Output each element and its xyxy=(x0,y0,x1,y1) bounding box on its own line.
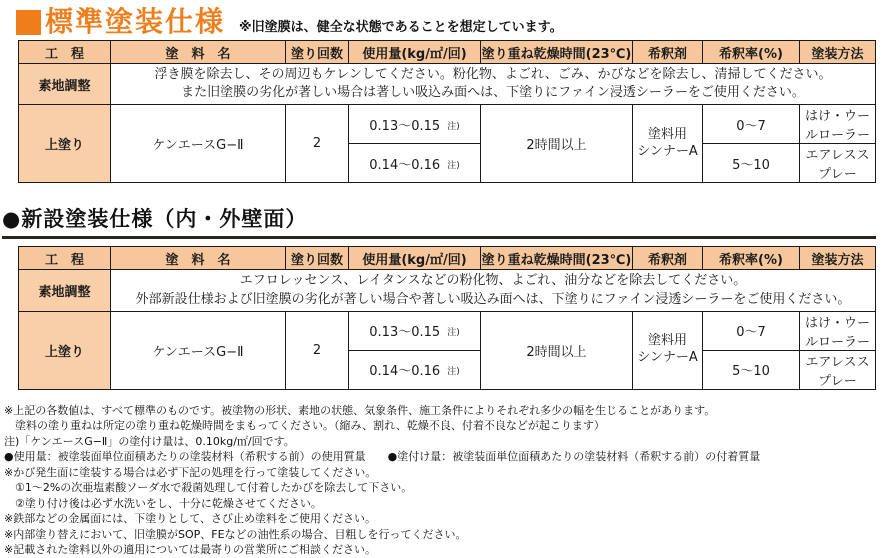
usage-note-1: 注) xyxy=(447,328,460,339)
cell-method-1: はけ・ウールローラー xyxy=(800,105,876,144)
usage-value-1: 0.13〜0.15 xyxy=(369,325,441,341)
prep-line2: 外部新設仕様および旧塗膜の劣化が著しい場合や著しい吸込み面へは、下塗りにファイン浸透シーラーをご使用ください。 xyxy=(135,291,851,307)
cell-usage-2 xyxy=(349,144,481,183)
prep-line2: また旧塗膜の劣化が著しい場合は著しい吸込み面へは、下塗りにファイン浸透シーラーをご使用ください。 xyxy=(181,85,805,101)
header-cell-paint-name: 塗 料 名 xyxy=(111,247,286,270)
header-cell-coats: 塗り回数 xyxy=(286,247,349,270)
prep-instructions xyxy=(111,64,876,105)
header-cell-diluent: 希釈剤 xyxy=(633,247,703,270)
cell-paint-name: ケンエースG−Ⅱ xyxy=(111,311,286,389)
orange-square-icon xyxy=(16,10,41,35)
header-cell-dry-time: 塗り重ね乾燥時間(23℃) xyxy=(481,247,633,270)
footnote-line: ②塗り付け後は必ず水洗いをし、十分に乾燥させてください。 xyxy=(15,496,322,510)
prep-line1: エフロレッセンス、レイタンスなどの粉化物、よごれ、油分などを除去してください。 xyxy=(239,273,747,289)
cell-usage-1 xyxy=(349,311,481,350)
footnote-line: ※内部塗り替えにおいて、旧塗膜がSOP、FEなどの油性系の場合、目粗しを行ってください。 xyxy=(4,527,467,541)
table-header-row xyxy=(19,41,876,64)
header-cell-dry-time: 塗り重ね乾燥時間(23℃) xyxy=(481,41,633,64)
cell-dry-time: 2時間以上 xyxy=(481,311,633,389)
header-cell-process: 工 程 xyxy=(19,247,111,270)
header-cell-usage: 使用量(kg/㎡/回) xyxy=(349,247,481,270)
section2-header xyxy=(2,203,893,233)
footnote-line: ※かび発生面に塗装する場合は必ず下記の処理を行って塗装してください。 xyxy=(4,465,377,479)
cell-rate-2: 5〜10 xyxy=(703,350,800,389)
section2-title: ●新設塗装仕様（内・外壁面） xyxy=(2,207,308,232)
prep-label: 素地調整 xyxy=(19,270,111,311)
cell-diluent xyxy=(633,311,703,389)
cell-method-1: はけ・ウールローラー xyxy=(800,311,876,350)
prep-row xyxy=(19,270,876,311)
section1-note: ※旧塗膜は、健全な状態であることを想定しています。 xyxy=(239,19,563,35)
header-cell-method: 塗装方法 xyxy=(800,41,876,64)
diluent-line1: 塗料用 xyxy=(647,333,687,349)
usage-value-2: 0.14〜0.16 xyxy=(369,157,441,173)
footnote-line: ①1〜2%の次亜塩素酸ソーダ水で殺菌処理して付着したかびを除去して下さい。 xyxy=(15,481,413,495)
topcoat-row xyxy=(19,311,876,350)
cell-rate-1: 0〜7 xyxy=(703,105,800,144)
prep-label: 素地調整 xyxy=(19,64,111,105)
cell-usage-2 xyxy=(349,350,481,389)
prep-row xyxy=(19,64,876,105)
prep-instructions xyxy=(111,270,876,311)
footnote-line: ※上記の各数値は、すべて標準のものです。被塗物の形状、素地の状態、気象条件、施工条件によりそれぞれ多少の幅を生じることがあります。 xyxy=(4,403,716,417)
cell-usage-1 xyxy=(349,105,481,144)
footnote-line: 注)「ケンエースG−Ⅱ」の塗付け量は、0.10kg/㎡/回です。 xyxy=(4,434,295,448)
diluent-line2: シンナーA xyxy=(637,143,698,159)
section1-header xyxy=(0,0,893,40)
diluent-line1: 塗料用 xyxy=(647,126,687,142)
section2-divider xyxy=(2,236,876,239)
header-cell-diluent: 希釈剤 xyxy=(633,41,703,64)
new-construction-spec-table xyxy=(18,246,876,389)
header-cell-paint-name: 塗 料 名 xyxy=(111,41,286,64)
header-cell-dilution-rate: 希釈率(%) xyxy=(703,41,800,64)
topcoat-label: 上塗り xyxy=(19,311,111,389)
cell-coats: 2 xyxy=(286,105,349,183)
usage-value-2: 0.14〜0.16 xyxy=(369,364,441,380)
header-cell-method: 塗装方法 xyxy=(800,247,876,270)
footnote-line: ●使用量：被塗装面単位面積あたりの塗装材料（希釈する前）の使用質量 ●塗付け量：被塗装面単位面積あたりの塗装材料（希釈する前）の付着質量 xyxy=(4,450,761,464)
header-cell-dilution-rate: 希釈率(%) xyxy=(703,247,800,270)
standard-spec-table xyxy=(18,40,876,183)
table-header-row xyxy=(19,247,876,270)
cell-dry-time: 2時間以上 xyxy=(481,105,633,183)
usage-note-2: 注) xyxy=(447,160,460,171)
cell-method-2: エアレススプレー xyxy=(800,350,876,389)
section1-title: 標準塗装仕様 xyxy=(45,5,226,38)
footnote-line: 塗料の塗り重ねは所定の塗り重ね乾燥時間をまもってください。（縮み、割れ、乾燥不良、付着不良などが起こります） xyxy=(15,419,605,433)
topcoat-label: 上塗り xyxy=(19,105,111,183)
prep-line1: 浮き膜を除去し、その周辺もケレンしてください。粉化物、よごれ、ごみ、かびなどを除去し、清掃してください。 xyxy=(154,67,832,82)
footnote-line: ※鉄部などの金属面には、下塗りとして、さび止め塗料をご使用ください。 xyxy=(4,512,376,526)
cell-paint-name: ケンエースG−Ⅱ xyxy=(111,105,286,183)
diluent-line2: シンナーA xyxy=(637,350,698,366)
usage-value-1: 0.13〜0.15 xyxy=(369,118,441,134)
cell-method-2: エアレススプレー xyxy=(800,144,876,183)
usage-note-2: 注) xyxy=(447,367,460,378)
cell-rate-1: 0〜7 xyxy=(703,311,800,350)
usage-note-1: 注) xyxy=(447,121,460,132)
header-cell-usage: 使用量(kg/㎡/回) xyxy=(349,41,481,64)
header-cell-process: 工 程 xyxy=(19,41,111,64)
cell-diluent xyxy=(633,105,703,183)
footnote-line: ※記載された塗料以外の適用については最寄りの営業所にご相談ください。 xyxy=(4,543,376,557)
footnotes xyxy=(4,403,893,558)
header-cell-coats: 塗り回数 xyxy=(286,41,349,64)
cell-coats: 2 xyxy=(286,311,349,389)
topcoat-row xyxy=(19,105,876,144)
cell-rate-2: 5〜10 xyxy=(703,144,800,183)
